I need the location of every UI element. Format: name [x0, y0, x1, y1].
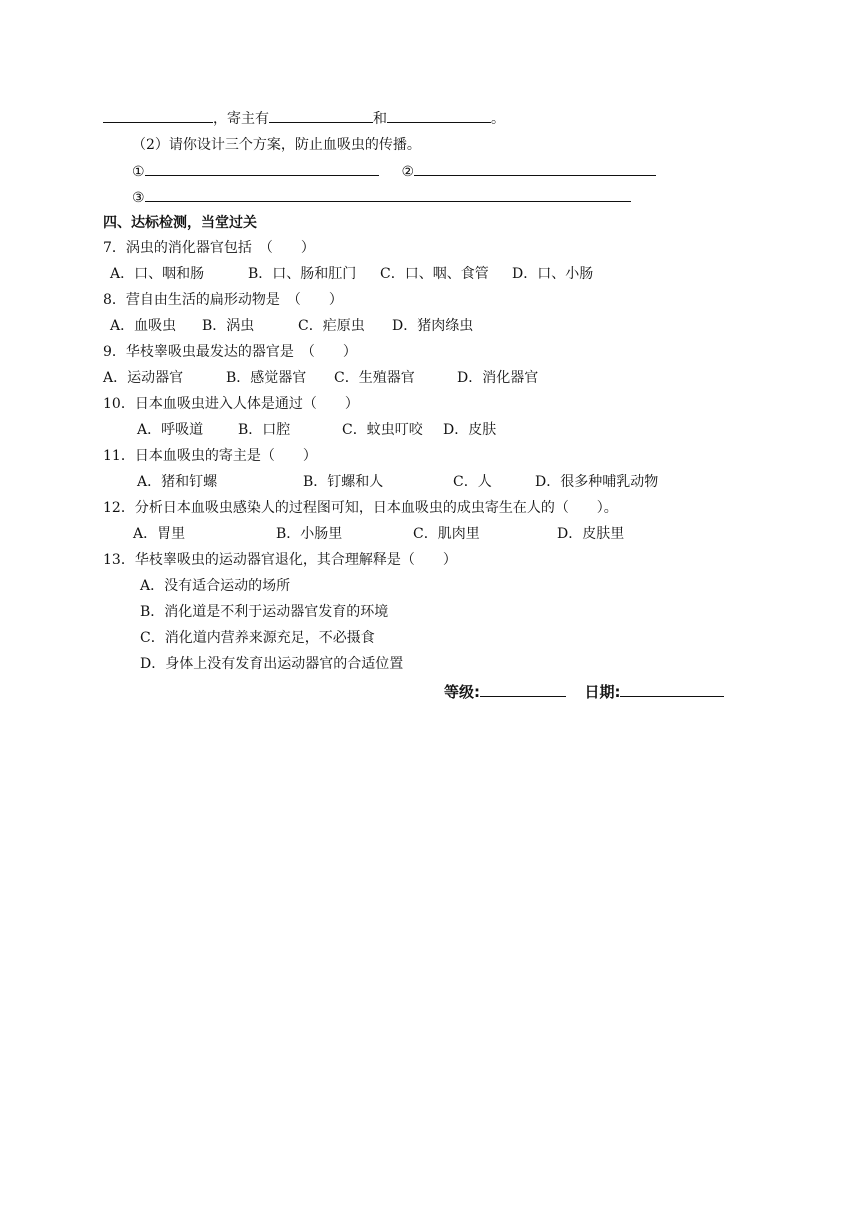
option-a[interactable]: A．猪和钉螺: [137, 474, 218, 490]
option-d[interactable]: D．皮肤: [443, 422, 497, 438]
option-d[interactable]: D．口、小肠: [512, 266, 594, 282]
option-d[interactable]: D．身体上没有发育出运动器官的合适位置: [140, 656, 404, 672]
option-a[interactable]: A．胃里: [133, 526, 186, 542]
question-stem: 8．营自由生活的扁形动物是 （ ）: [103, 292, 343, 308]
option-b[interactable]: B．口腔: [238, 422, 291, 438]
option-a[interactable]: A．血吸虫: [110, 318, 177, 334]
option-d[interactable]: D．皮肤里: [557, 526, 625, 542]
question-2-prompt: （2）请你设计三个方案，防止血吸虫的传播。: [132, 137, 421, 153]
option-c[interactable]: C．生殖器官: [334, 370, 415, 386]
option-b[interactable]: B．消化道是不利于运动器官发育的环境: [140, 604, 389, 620]
option-c[interactable]: C．消化道内营养来源充足，不必摄食: [140, 630, 375, 646]
option-c[interactable]: C．肌肉里: [413, 526, 480, 542]
option-d[interactable]: D．消化器官: [457, 370, 539, 386]
option-b[interactable]: B．涡虫: [202, 318, 255, 334]
question-options: [110, 264, 593, 284]
option-a[interactable]: A．呼吸道: [137, 422, 204, 438]
option-a[interactable]: A．运动器官: [103, 370, 184, 386]
plan-3-blank[interactable]: [145, 187, 631, 202]
fill-in-hosts-line: ，寄主有 和 。: [103, 108, 505, 128]
question-stem: 11．日本血吸虫的寄主是（ ）: [103, 448, 317, 464]
question-stem: 7．涡虫的消化器官包括 （ ）: [103, 240, 315, 256]
option-b[interactable]: B．感觉器官: [226, 370, 307, 386]
option-a[interactable]: A．没有适合运动的场所: [140, 578, 291, 594]
option-c[interactable]: C．疟原虫: [298, 318, 365, 334]
question-options: [110, 316, 473, 336]
question-options: [103, 368, 538, 388]
question-stem: 13．华枝睾吸虫的运动器官退化，其合理解释是（ ）: [103, 552, 457, 568]
question-stem: 12．分析日本血吸虫感染人的过程图可知，日本血吸虫的成虫寄生在人的（ ）。: [103, 500, 618, 516]
plan-1-blank[interactable]: [145, 161, 379, 176]
question-options: [137, 472, 658, 492]
option-d[interactable]: D．很多种哺乳动物: [535, 474, 659, 490]
question-stem: 9．华枝睾吸虫最发达的器官是 （ ）: [103, 344, 357, 360]
option-d[interactable]: D．猪肉绦虫: [392, 318, 474, 334]
option-a[interactable]: A．口、咽和肠: [110, 266, 205, 282]
option-b[interactable]: B．小肠里: [276, 526, 343, 542]
option-b[interactable]: B．口、肠和肛门: [248, 266, 357, 282]
question-options: [133, 524, 624, 544]
question-stem: 10．日本血吸虫进入人体是通过（ ）: [103, 396, 359, 412]
question-options: [137, 420, 496, 440]
option-c[interactable]: C．人: [453, 474, 492, 490]
plan-2-blank[interactable]: [414, 161, 656, 176]
option-c[interactable]: C．蚊虫叮咬: [342, 422, 423, 438]
date-blank[interactable]: [620, 680, 724, 697]
answer-blank[interactable]: [103, 108, 213, 123]
option-c[interactable]: C．口、咽、食管: [380, 266, 489, 282]
answer-blank[interactable]: [269, 108, 373, 123]
grade-blank[interactable]: [480, 680, 566, 697]
answer-blank[interactable]: [387, 108, 491, 123]
option-b[interactable]: B．钉螺和人: [303, 474, 384, 490]
plan-line-3: ③: [132, 187, 631, 207]
section-title: 四、达标检测，当堂过关: [103, 215, 257, 231]
plan-line-1-2: ① ②: [132, 161, 656, 181]
grade-date-footer: [444, 680, 724, 702]
grade-label: 等级:: [444, 683, 480, 701]
date-label: 日期:: [584, 683, 621, 701]
